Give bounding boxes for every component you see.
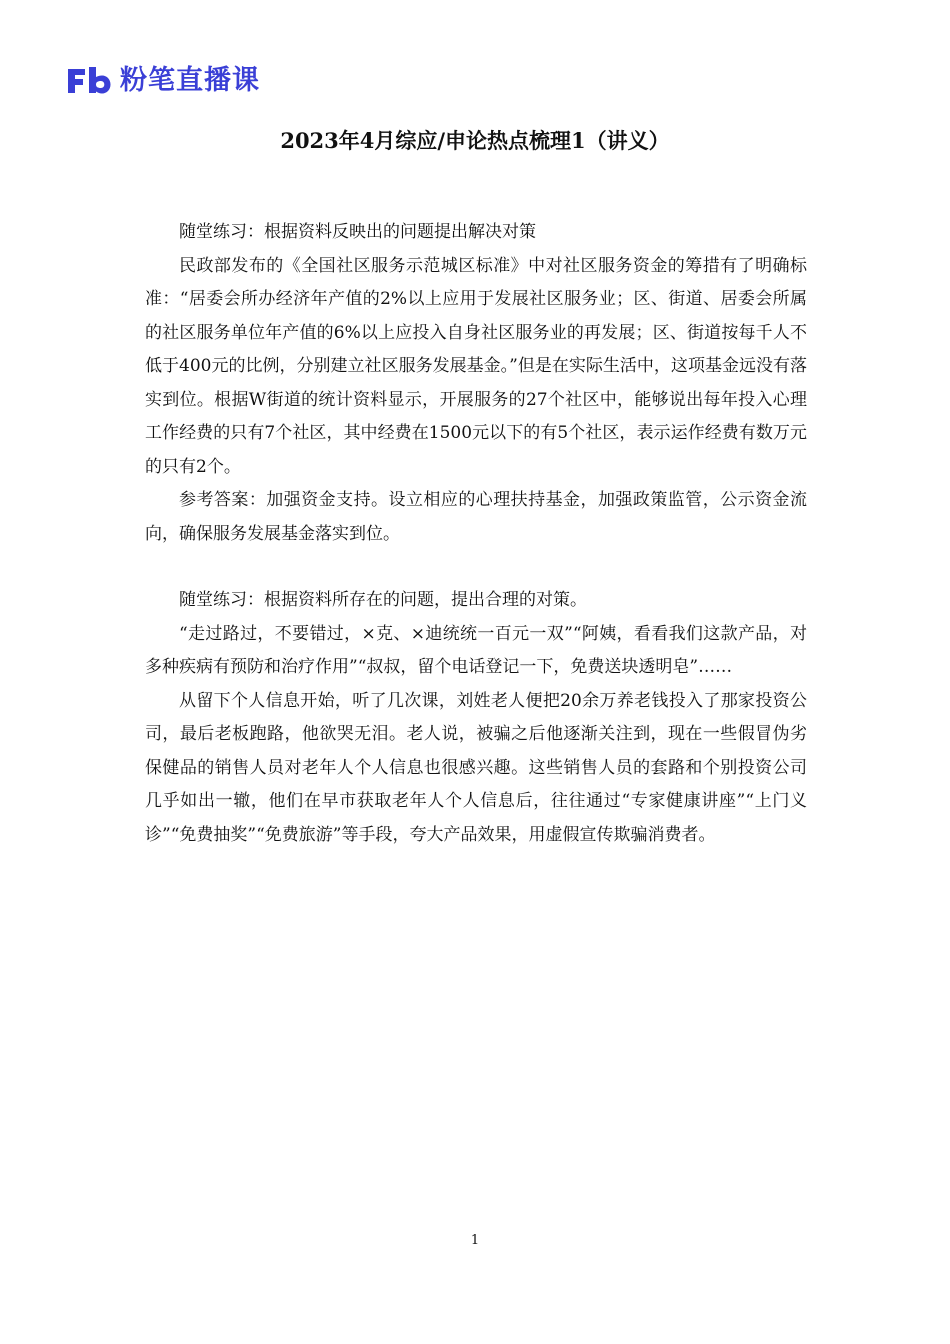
brand-logo [66, 64, 260, 98]
document-title: 2023年4月综应/申论热点梳理1（讲义） [280, 128, 670, 153]
document-body [145, 216, 807, 852]
page-number: 1 [470, 1233, 480, 1248]
fenbi-logo-icon [66, 66, 112, 96]
brand-name: 粉笔直播课 [120, 65, 260, 96]
exercise-2-material: 从留下个人信息开始，听了几次课，刘姓老人便把20余万养老钱投入了那家投资公司，最后老板跑路，他欲哭无泪。老人说，被骗之后他逐渐关注到，现在一些假冒伪劣保健品的销售人员对老年人个人信息也很感兴趣。这些销售人员的套路和个别投资公司几乎如出一辙，他们在早市获取老年人个人信息后，往往通过“专家健康讲座”“上门义诊”“免费抽奖”“免费旅游”等手段，夸大产品效果，用虚假宣传欺骗消费者。 [145, 690, 807, 845]
exercise-1-prompt: 随堂练习：根据资料反映出的问题提出解决对策 [179, 222, 536, 242]
exercise-1-material: 民政部发布的《全国社区服务示范城区标准》中对社区服务资金的筹措有了明确标准：“居委会所办经济年产值的2%以上应用于发展社区服务业；区、街道、居委会所属的社区服务单位年产值的6%以上应投入自身社区服务业的再发展；区、街道按每千人不低于400元的比例，分别建立社区服务发展基金。”但是在实际生活中，这项基金远没有落实到位。根据W街道的统计资料显示，开展服务的27个社区中，能够说出每年投入心理工作经费的只有7个社区，其中经费在1500元以下的有5个社区，表示运作经费有数万元的只有2个。 [145, 255, 807, 477]
exercise-2-prompt: 随堂练习：根据资料所存在的问题，提出合理的对策。 [179, 590, 587, 610]
exercise-2-quote: “走过路过，不要错过，×克、×迪统统一百元一双”“阿姨，看看我们这款产品，对多种疾病有预防和治疗作用”“叔叔，留个电话登记一下，免费送块透明皂”…… [145, 623, 807, 677]
exercise-1-answer: 参考答案：加强资金支持。设立相应的心理扶持基金，加强政策监管，公示资金流向，确保服务发展基金落实到位。 [145, 490, 807, 544]
